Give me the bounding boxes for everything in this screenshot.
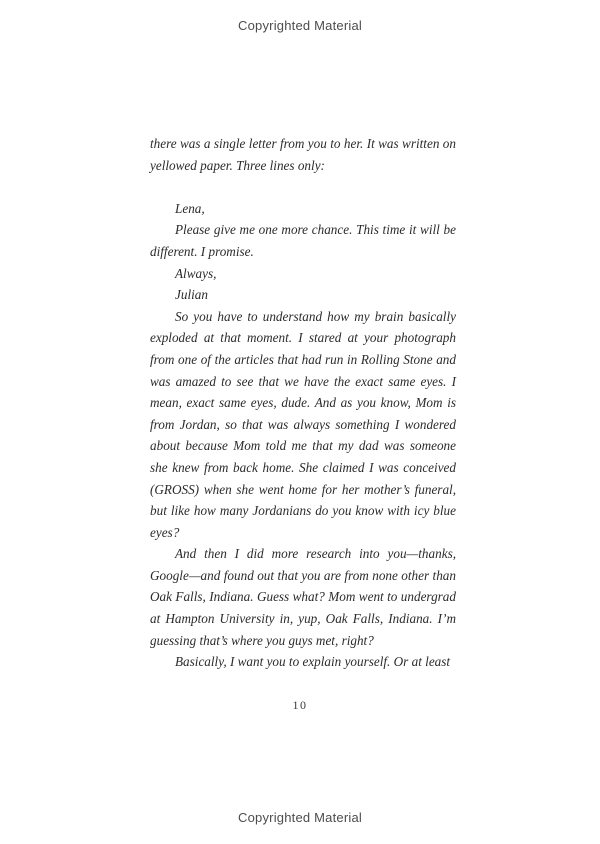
page-number: 10 [292, 698, 308, 712]
letter-closing: Always, [175, 265, 217, 281]
letter-salutation: Lena, [175, 200, 205, 216]
copyright-notice-top: Copyrighted Material [238, 18, 362, 33]
paragraph-continuation: there was a single letter from you to her. It was written on yellowed paper. Three lines only: [150, 136, 456, 173]
letter-body: Please give me one more chance. This time it will be different. I promise. [150, 222, 456, 259]
paragraph: And then I did more research into you—thanks, Google—and found out that you are from none other than Oak Falls, Indiana. Guess what? Mom went to undergrad at Hampton University in, yup, Oak Falls, Indiana. I’m guessing that’s where you guys met, right? [150, 546, 456, 648]
letter-signature: Julian [175, 287, 208, 303]
page-text [150, 133, 456, 673]
letter-block [150, 198, 456, 306]
paragraph: Basically, I want you to explain yourself. Or at least [175, 654, 451, 670]
paragraph: So you have to understand how my brain basically exploded at that moment. I stared at your photograph from one of the articles that had run in Rolling Stone and was amazed to see that we have the exact same eyes. I mean, exact same eyes, dude. And as you know, Mom is from Jordan, so that was always something I wondered about because Mom told me that my dad was someone she knew from back home. She claimed I was conceived (GROSS) when she went home for her mother’s funeral, but like how many Jordanians do you know with icy blue eyes? [150, 308, 456, 540]
copyright-notice-bottom: Copyrighted Material [238, 810, 362, 825]
